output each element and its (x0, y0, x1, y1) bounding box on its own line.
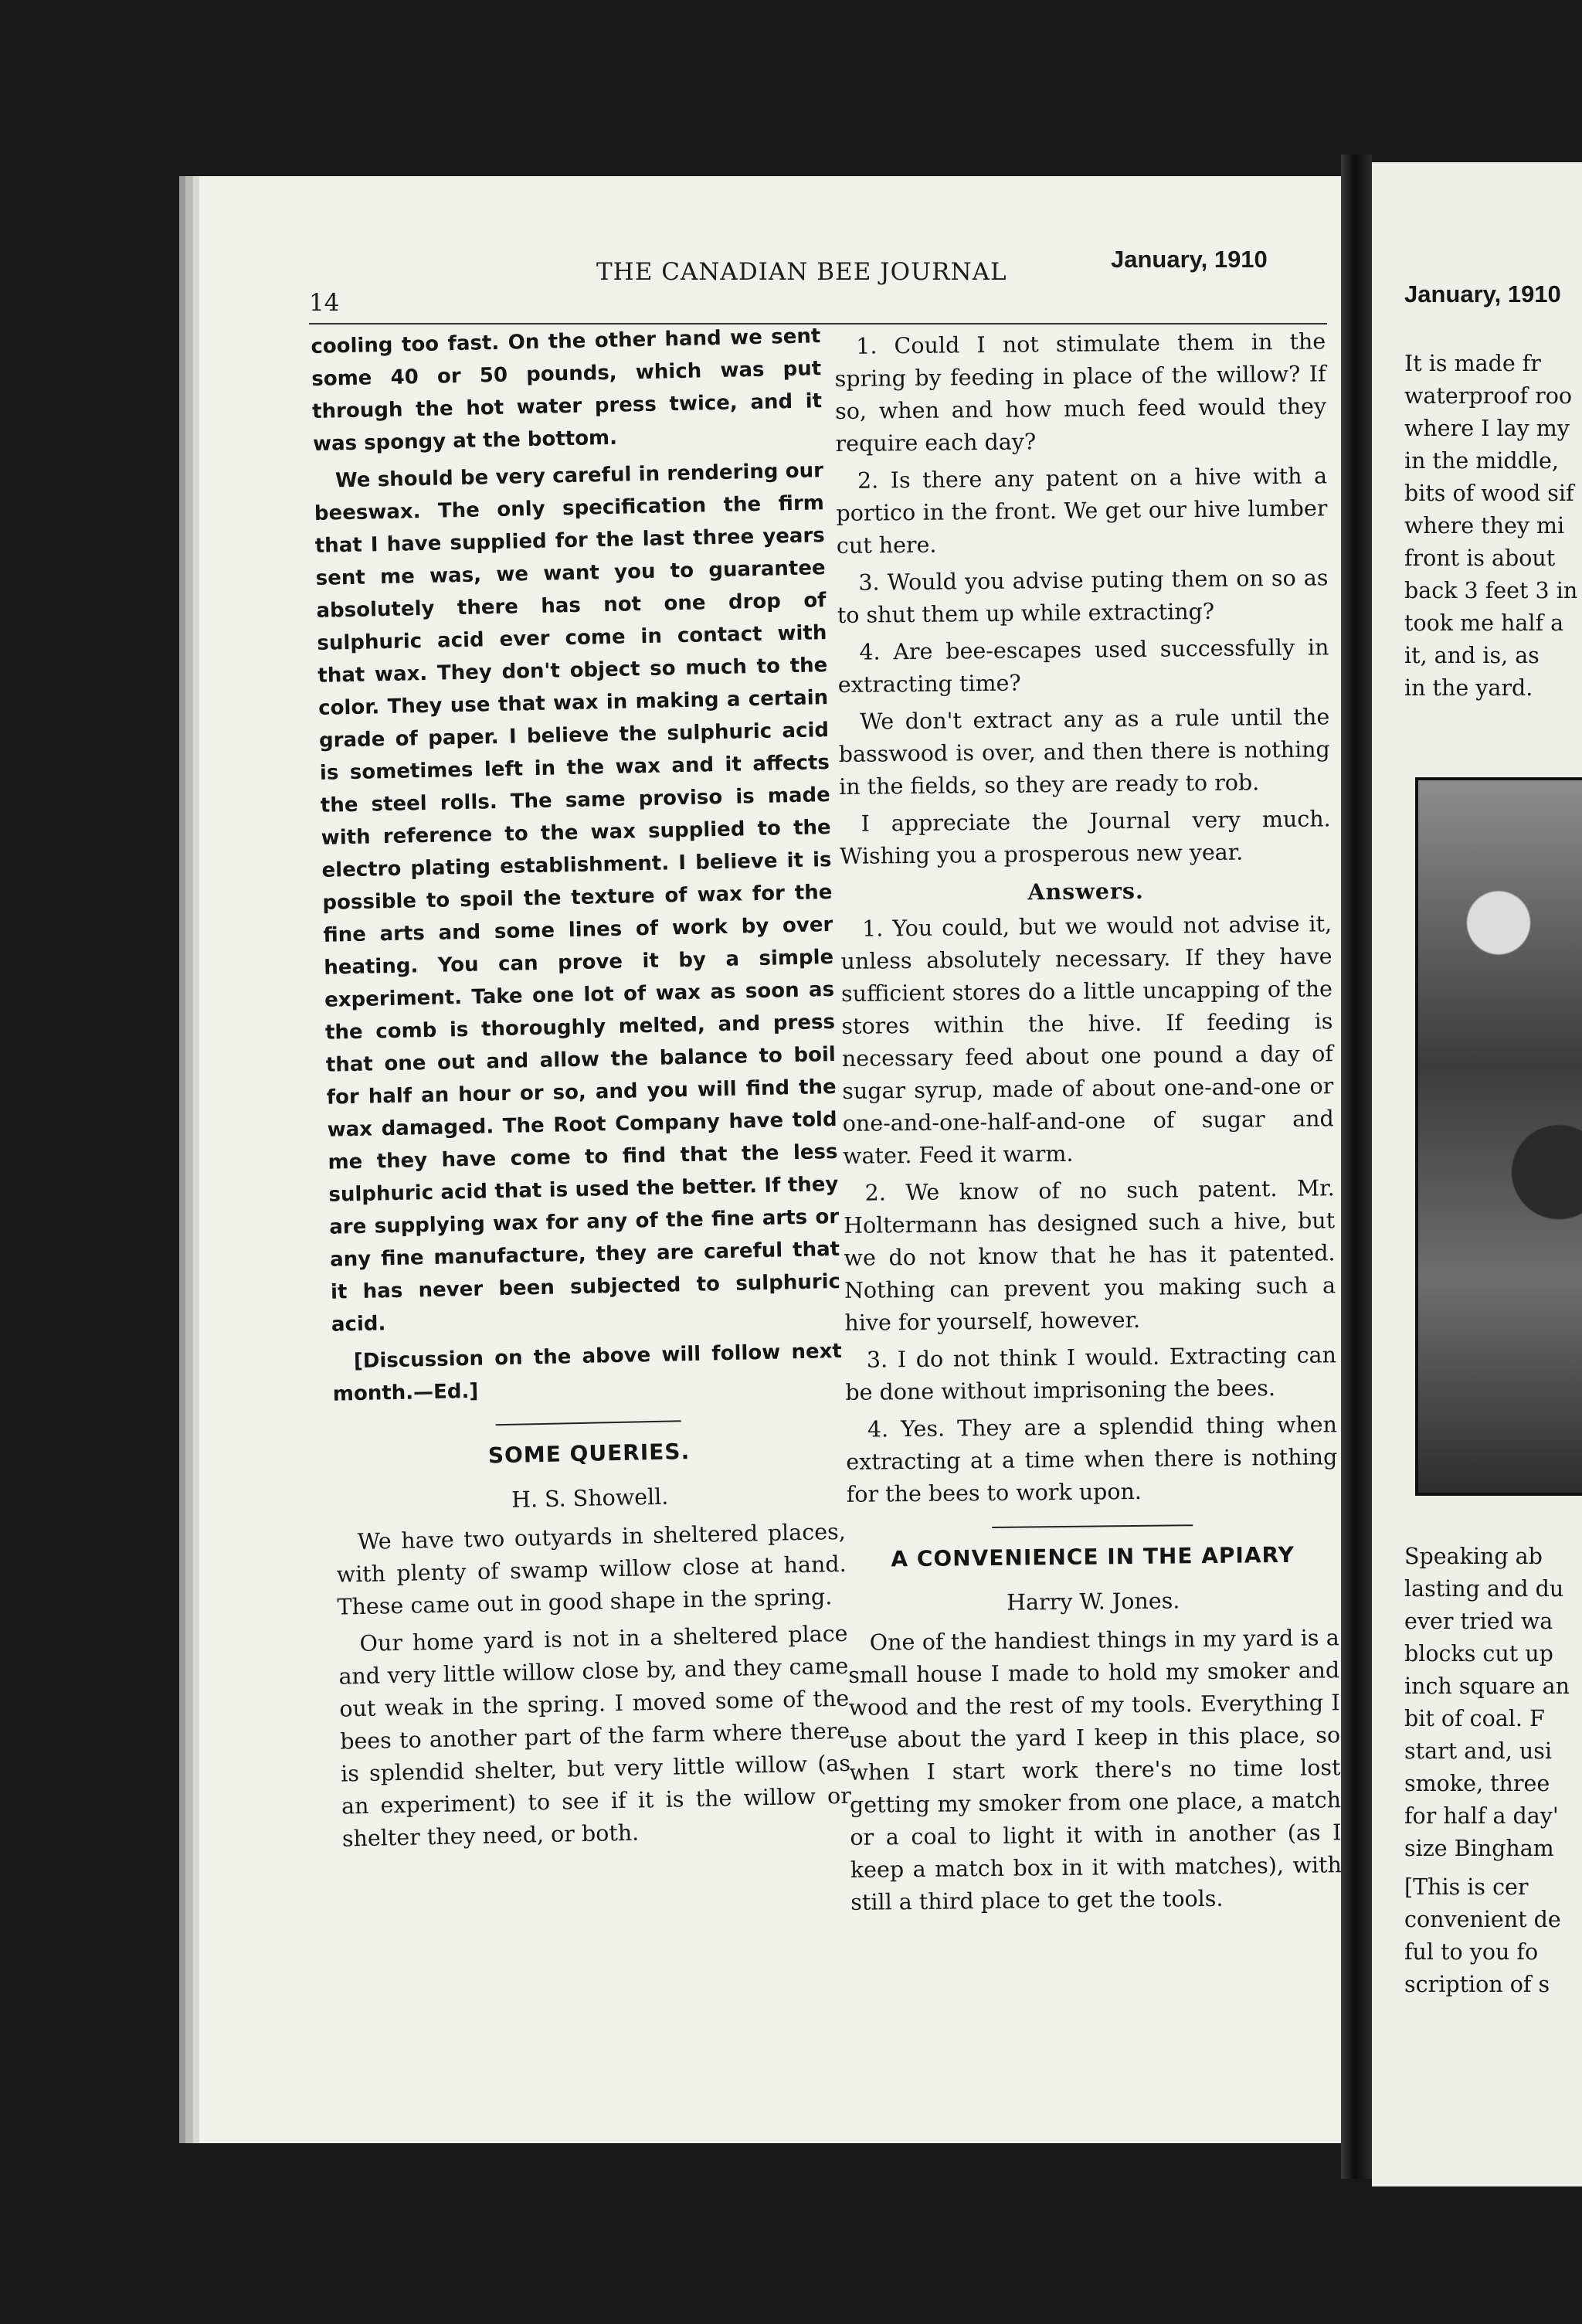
question: 1. Could I not stimulate them in the spring by feeding in place of the willow? If so, when and how much feed would they require each day? (834, 328, 1327, 457)
text-line: convenient de (1404, 1907, 1561, 1932)
paragraph: We don't extract any as a rule until the basswood is over, and then there is nothing in the fields, so they are ready to rob. (838, 704, 1330, 800)
text-line: waterproof roo (1404, 383, 1573, 409)
text-line: in the yard. (1404, 675, 1533, 701)
text-line: inch square an (1404, 1673, 1570, 1699)
text-line: [This is cer (1404, 1874, 1529, 1900)
book-gutter (1341, 155, 1372, 2179)
text-line: it, and is, as (1404, 643, 1540, 668)
text-line: start and, usi (1404, 1738, 1553, 1764)
running-date: January, 1910 (1111, 246, 1268, 273)
facing-lines-top (1404, 348, 1582, 705)
article-author: H. S. Showell. (511, 1483, 669, 1513)
text-line: took me half a (1404, 610, 1564, 636)
wax-article-continued (311, 320, 843, 1411)
text-line: for half a day' (1404, 1803, 1559, 1829)
text-line: front is about (1404, 545, 1556, 571)
text-line: where I lay my (1404, 416, 1570, 441)
text-line: where they mi (1404, 513, 1565, 539)
paragraph: We have two outyards in sheltered places, with plenty of swamp willow close at hand. These came out in good shape in the spring. (336, 1518, 847, 1620)
text-line: bits of wood sif (1404, 481, 1574, 506)
article-title: A CONVENIENCE IN THE APIARY (891, 1541, 1295, 1572)
text-line: bit of coal. F (1404, 1706, 1545, 1731)
running-title: THE CANADIAN BEE JOURNAL (596, 258, 1007, 286)
article-title: SOME QUERIES. (487, 1439, 691, 1469)
text-line: back 3 feet 3 in (1404, 578, 1578, 603)
question: 4. Are bee-escapes used successfully in extracting time? (837, 634, 1329, 698)
answer: 1. You could, but we would not advise it, unless absolutely necessary. If they have sufficient stores do a little uncapping of the stores within the hive. If feeding is necessary feed about one pound a day of sugar syrup, made of about one-and-one or one-and-one-half-and-one of sugar and water. Feed it warm. (840, 911, 1334, 1169)
text-line: It is made fr (1404, 351, 1541, 376)
answer: 2. We know of no such patent. Mr. Holtermann has designed such a hive, but we do not know that he has it patented. Nothing can prevent you making such a hive for yourself, however. (843, 1175, 1336, 1336)
question: 3. Would you advise puting them on so as to shut them up while extracting? (837, 565, 1329, 628)
right-column (834, 325, 1343, 1924)
paragraph: I appreciate the Journal very much. Wishing you a prosperous new year. (839, 806, 1331, 869)
editor-note: [Discussion on the above will follow next month.—Ed.] (332, 1339, 843, 1406)
facing-lines-bottom (1404, 1541, 1582, 2001)
paragraph: cooling too fast. On the other hand we sent some 40 or 50 pounds, which was put through the hot water press twice, and it was spongy at the bottom. (311, 324, 823, 456)
answer: 4. Yes. They are a splendid thing when extracting at a time when there is nothing for the bees to work upon. (846, 1412, 1338, 1507)
text-line: Speaking ab (1404, 1544, 1543, 1569)
article-author: Harry W. Jones. (1006, 1588, 1180, 1616)
text-line: ful to you fo (1404, 1939, 1539, 1965)
facing-running-date: January, 1910 (1404, 280, 1561, 307)
paragraph: Our home yard is not in a sheltered place and very little willow close by, and they came out weak in the spring. I moved some of the bees to another part of the farm where there is splendid shelter, but very little willow (as an experiment) to see if it is the willow or shelter they need, or both. (338, 1620, 852, 1852)
section-rule (496, 1420, 681, 1425)
page-number: 14 (309, 289, 340, 317)
section-rule (992, 1524, 1193, 1528)
answer: 3. I do not think I would. Extracting can be done without imprisoning the bees. (845, 1342, 1337, 1405)
answers-heading: Answers. (1027, 877, 1145, 905)
text-line: scription of s (1404, 1972, 1550, 1997)
text-line: lasting and du (1404, 1576, 1564, 1602)
text-line: in the middle, (1404, 448, 1559, 474)
paragraph: One of the handiest things in my yard is a small house I made to hold my smoker and wood and the rest of my tools. Everything I use about the yard I keep in this place, so when I start work there's no time lost getting my smoker from one place, a match or a coal to light it with in another (as I keep a match box in it with matches), with still a third place to get the tools. (848, 1625, 1343, 1915)
apiary-house-photo (1415, 777, 1582, 1496)
page-header (309, 246, 1329, 317)
left-column (311, 320, 852, 1860)
text-line: size Bingham (1404, 1836, 1554, 1861)
text-line: ever tried wa (1404, 1609, 1553, 1634)
text-line: smoke, three (1404, 1771, 1550, 1796)
paragraph: We should be very careful in rendering our beeswax. The only specification the firm that I have supplied for the last three years sent me was, we want you to guarantee absolutely there has not one drop of sulphuric acid ever come in contact with that wax. They don't object so much to the color. They use that wax in making a certain grade of paper. I believe the sulphuric acid is sometimes left in the wax and it affects the steel rolls. The same proviso is made with reference to the wax supplied to the electro plating establishment. I believe it is possible to spoil the texture of wax for the fine arts and some lines of work by over heating. You can prove it by a simple experiment. Take one lot of wax as soon as the comb is thoroughly melted, and press that one out and allow the balance to boil for half an hour or so, and you will find the wax damaged. The Root Company have told me they have come to find that the less sulphuric acid that is used the better. If they are supplying wax for any of the fine arts or any fine manufacture, they are careful that it has never been subjected to sulphuric acid. (314, 459, 841, 1337)
question: 2. Is there any patent on a hive with a portico in the front. We get our hive lumber cut here. (836, 463, 1328, 559)
text-line: blocks cut up (1404, 1641, 1553, 1667)
